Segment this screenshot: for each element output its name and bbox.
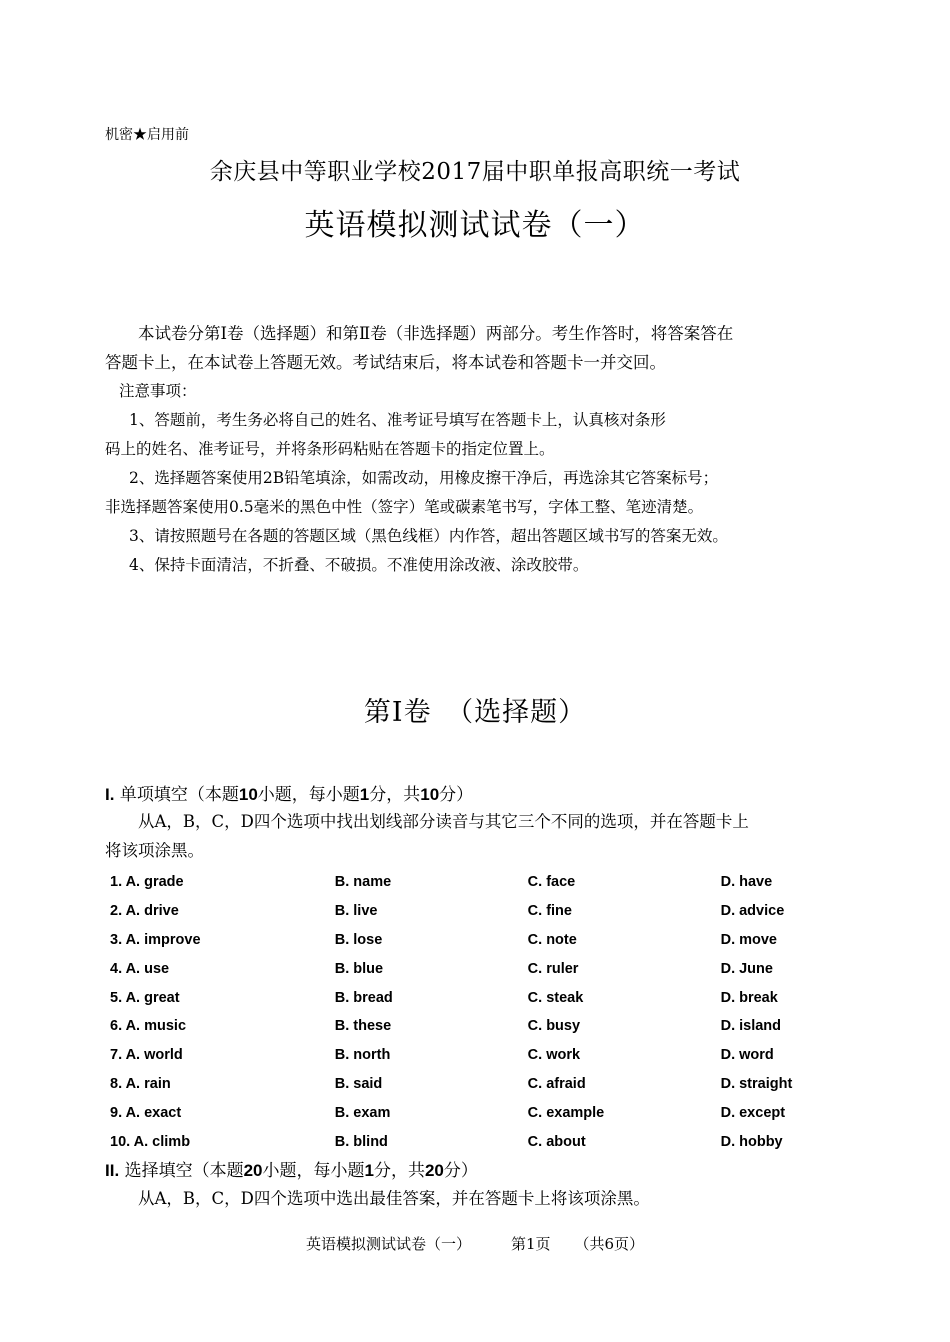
question-row	[110, 1098, 830, 1127]
note-item: 非选择题答案使用0.5毫米的黑色中性（签字）笔或碳素笔书写，字体工整、笔迹清楚。	[105, 498, 704, 516]
question-option-a: 8. A. rain	[110, 1075, 171, 1092]
part1-total: 10	[420, 785, 440, 804]
question-option-c: C. afraid	[527, 1075, 586, 1092]
question-option-b: B. lose	[334, 931, 383, 948]
question-option-d: D. straight	[720, 1075, 793, 1092]
part1-count: 10	[238, 785, 258, 804]
part2-heading	[105, 1156, 478, 1181]
question-option-d: D. hobby	[720, 1133, 783, 1150]
question-option-a: 1. A. grade	[110, 874, 184, 891]
question-option-a: 7. A. world	[110, 1047, 183, 1064]
page-footer	[0, 1233, 950, 1254]
question-row	[110, 897, 830, 926]
note-item: 1、答题前，考生务必将自己的姓名、准考证号填写在答题卡上，认真核对条形	[129, 411, 666, 429]
question-option-b: B. live	[334, 903, 378, 920]
question-option-d: D. island	[720, 1018, 782, 1035]
question-option-c: C. note	[527, 931, 577, 948]
question-option-c: C. ruler	[527, 960, 579, 977]
footer-page-total: （共6页）	[574, 1235, 645, 1253]
question-option-a: 2. A. drive	[110, 903, 179, 920]
part1-heading-text: 小题，每小题	[257, 785, 360, 805]
part1-points: 1	[359, 785, 370, 804]
question-option-c: C. steak	[527, 989, 584, 1006]
question-option-a: 3. A. improve	[110, 931, 201, 948]
question-option-d: D. move	[720, 931, 778, 948]
question-option-a: 9. A. exact	[110, 1104, 182, 1121]
note-item: 2、选择题答案使用2B铅笔填涂，如需改动，用橡皮擦干净后，再选涂其它答案标号；	[129, 469, 719, 487]
question-option-a: 6. A. music	[110, 1018, 187, 1035]
notes-heading: 注意事项：	[119, 382, 197, 400]
confidential-label: 机密★启用前	[105, 127, 189, 143]
question-option-b: B. exam	[334, 1104, 391, 1121]
paper-title: 英语模拟测试试卷（一）	[304, 208, 646, 243]
question-table	[110, 868, 830, 1156]
part1-heading-text: 分，共	[369, 785, 421, 805]
part1-heading-text: 分）	[439, 785, 474, 805]
note-item: 码上的姓名、准考证号，并将条形码粘贴在答题卡的指定位置上。	[105, 440, 555, 458]
note-item: 3、请按照题号在各题的答题区域（黑色线框）内作答，超出答题区域书写的答案无效。	[129, 527, 728, 545]
footer-page-number: 第1页	[510, 1235, 551, 1253]
exam-title: 余庆县中等职业学校2017届中职单报高职统一考试	[209, 159, 741, 185]
intro-line-1: 本试卷分第Ⅰ卷（选择题）和第Ⅱ卷（非选择题）两部分。考生作答时，将答案答在	[138, 324, 734, 343]
question-option-a: 5. A. great	[110, 989, 180, 1006]
question-option-c: C. work	[527, 1047, 581, 1064]
question-option-c: C. busy	[527, 1018, 581, 1035]
question-option-c: C. about	[527, 1133, 586, 1150]
question-row	[110, 954, 830, 983]
intro-paragraph	[105, 319, 850, 377]
part2-instruction	[105, 1184, 850, 1213]
part1-instruction	[105, 807, 850, 865]
part1-instruction-line-1: 从A，B，C，D四个选项中找出划线部分读音与其它三个不同的选项，并在答题卡上	[138, 812, 749, 831]
part2-heading-text: 选择填空（本题	[124, 1161, 244, 1181]
part1-heading-text: 单项填空（本题	[119, 785, 239, 805]
part2-heading-text: 分，共	[373, 1161, 425, 1181]
question-option-d: D. break	[720, 989, 778, 1006]
question-option-b: B. name	[334, 874, 392, 891]
footer-paper-title: 英语模拟测试试卷（一）	[305, 1235, 471, 1253]
question-row	[110, 983, 830, 1012]
part2-heading-text: 分）	[443, 1161, 478, 1181]
question-option-b: B. blind	[334, 1133, 388, 1150]
question-option-b: B. bread	[334, 989, 393, 1006]
notes-block	[105, 377, 865, 580]
question-row	[110, 1070, 830, 1099]
part2-count: 20	[243, 1161, 263, 1180]
question-option-a: 10. A. climb	[110, 1133, 191, 1150]
question-option-b: B. north	[334, 1047, 391, 1064]
question-option-d: D. advice	[720, 903, 785, 920]
question-option-d: D. word	[720, 1047, 774, 1064]
part2-total: 20	[424, 1161, 444, 1180]
part1-numeral: I.	[105, 785, 115, 804]
part1-instruction-line-2: 将该项涂黑。	[105, 841, 204, 860]
part2-points: 1	[364, 1161, 374, 1180]
question-row	[110, 868, 830, 897]
section-title: 第Ⅰ卷 （选择题）	[363, 697, 587, 728]
question-option-b: B. these	[334, 1018, 392, 1035]
part2-heading-text: 小题，每小题	[262, 1161, 365, 1181]
question-row	[110, 1041, 830, 1070]
question-option-d: D. except	[720, 1104, 786, 1121]
question-option-d: D. have	[720, 874, 773, 891]
question-row	[110, 926, 830, 955]
part2-instruction-line: 从A，B，C，D四个选项中选出最佳答案，并在答题卡上将该项涂黑。	[138, 1189, 650, 1208]
question-row	[110, 1127, 830, 1156]
note-item: 4、保持卡面清洁，不折叠、不破损。不准使用涂改液、涂改胶带。	[129, 556, 589, 574]
part2-numeral: II.	[105, 1161, 120, 1180]
question-option-b: B. said	[334, 1075, 383, 1092]
question-option-c: C. face	[527, 874, 576, 891]
question-option-c: C. fine	[527, 903, 572, 920]
question-option-a: 4. A. use	[110, 960, 170, 977]
question-option-d: D. June	[720, 960, 773, 977]
question-option-c: C. example	[527, 1104, 605, 1121]
question-row	[110, 1012, 830, 1041]
intro-line-2: 答题卡上，在本试卷上答题无效。考试结束后，将本试卷和答题卡一并交回。	[105, 353, 666, 372]
question-option-b: B. blue	[334, 960, 384, 977]
part1-heading	[105, 780, 473, 805]
